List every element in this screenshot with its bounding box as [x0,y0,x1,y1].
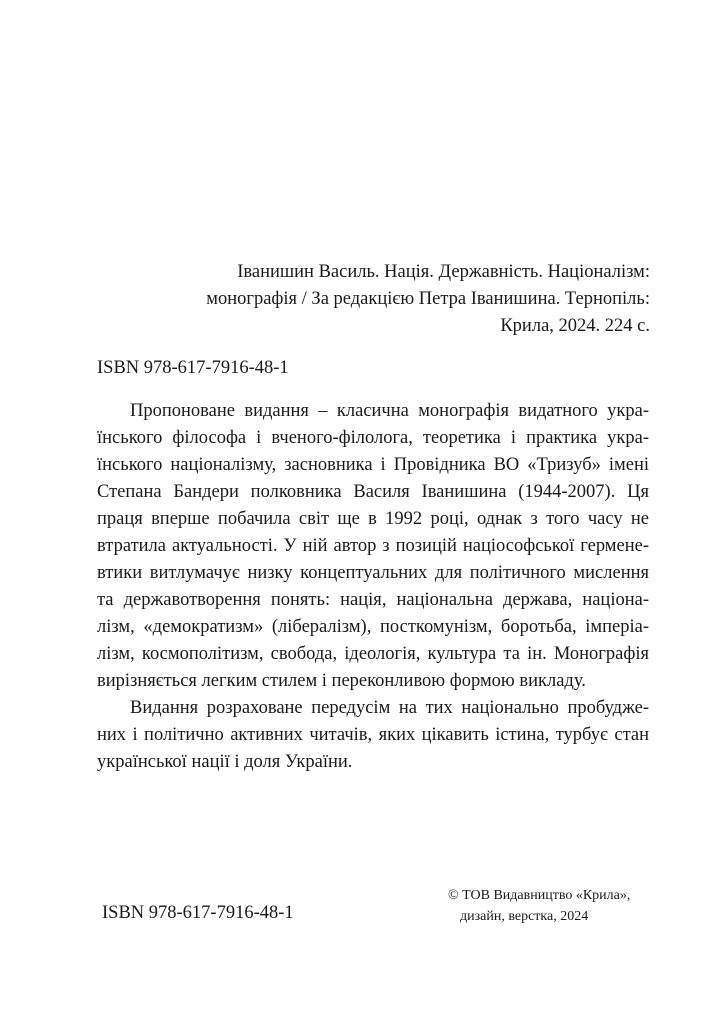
copyright-line: © ТОВ Видавництво «Крила», [448,888,631,903]
bibliographic-line: монографія / За редакцією Петра Іванишина. Тернопіль: [206,289,650,309]
text-line: праця вперше побачила світ ще в 1992 році, однак з того часу не [97,509,649,529]
isbn-bottom: ISBN 978-617-7916-48-1 [102,903,294,923]
annotation-paragraph-2 [97,695,649,776]
text-line: Пропоноване видання – класична монографія видатного укра- [130,401,649,421]
text-line: української нації і доля України. [97,752,353,772]
bibliographic-line: Крила, 2024. 224 с. [500,316,650,336]
text-line: втики витлумачує низку концептуальних для політичного мислення [97,563,649,583]
bibliographic-record [156,259,650,340]
text-line: та державотворення понять: нація, національна держава, націона- [97,590,649,610]
copyright-notice [448,885,630,927]
text-line: лізм, космополітизм, свобода, ідеологія, культура та ін. Монографія [97,644,649,664]
text-line: втратила актуальності. У ній автор з позицій націософської герменe- [97,536,649,556]
text-line: Видання розраховане передусім на тих національно пробудже- [130,698,649,718]
annotation-paragraph-1 [97,398,649,695]
text-line: їнського націоналізму, засновника і Провідника ВО «Тризуб» імені [97,455,649,475]
copyright-line: дизайн, верстка, 2024 [460,909,589,924]
text-line: них і політично активних читачів, яких цікавить істина, турбує стан [97,725,649,745]
text-line: лізм, «демократизм» (лібералізм), посткомунізм, боротьба, імперіа- [97,617,649,637]
bibliographic-line: Іванишин Василь. Нація. Державність. Націоналізм: [237,262,650,282]
annotation [97,398,649,776]
text-line: Степана Бандери полковника Василя Іванишина (1944-2007). Ця [97,482,649,502]
isbn-top: ISBN 978-617-7916-48-1 [97,358,289,378]
text-line: вирізняється легким стилем і переконливою формою викладу. [97,671,586,691]
text-line: їнського філософа і вченого-філолога, теоретика і практика укра- [97,428,649,448]
